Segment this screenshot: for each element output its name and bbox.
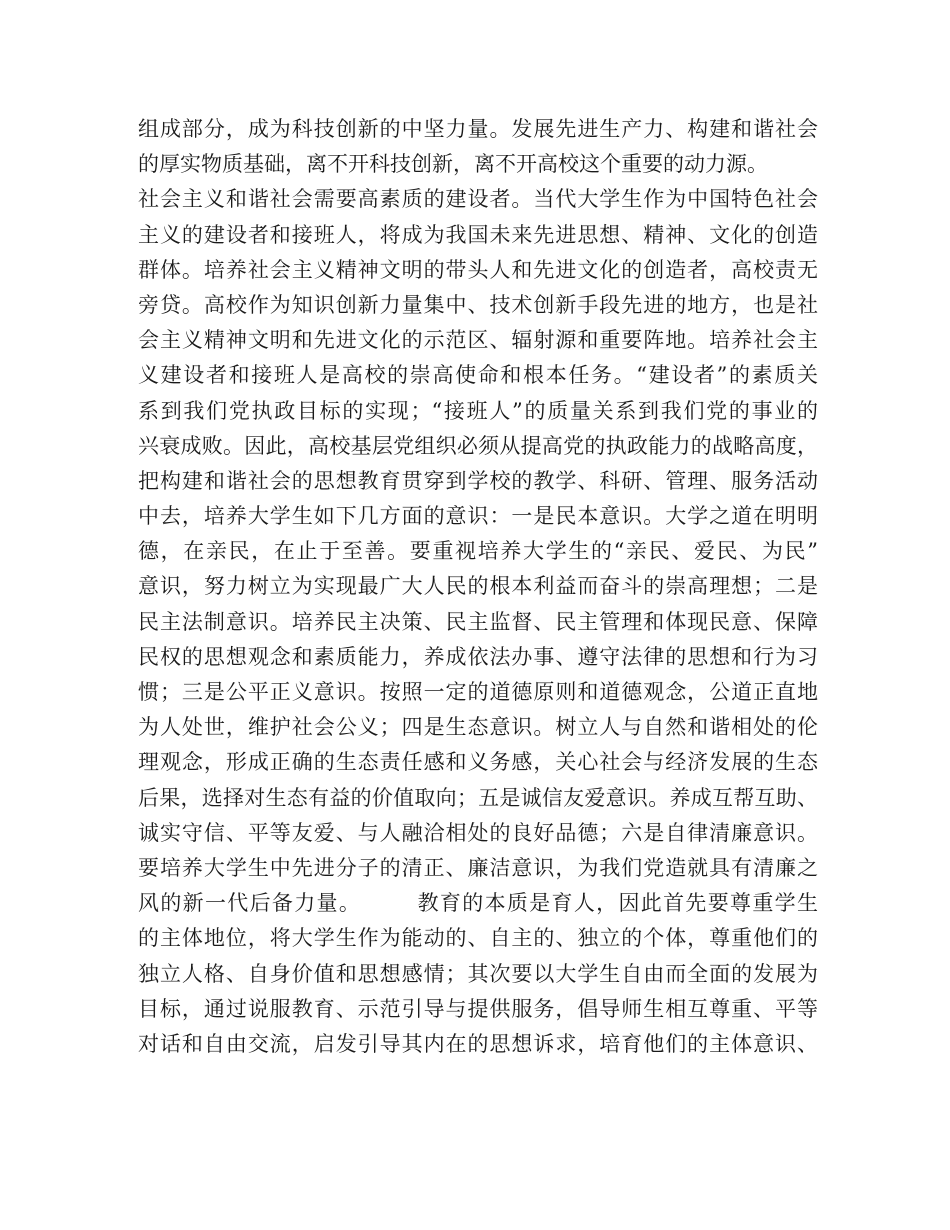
text-line: 组成部分，成为科技创新的中坚力量。发展先进生产力、构建和谐社会 bbox=[138, 117, 818, 141]
text-line: 德，在亲民，在止于至善。要重视培养大学生的“亲民、爱民、为民” bbox=[138, 539, 818, 564]
text-line: 的主体地位，将大学生作为能动的、自主的、独立的个体，尊重他们的 bbox=[138, 926, 818, 951]
body-text bbox=[138, 112, 818, 1062]
text-line: 会主义精神文明和先进文化的示范区、辐射源和重要阵地。培养社会主 bbox=[138, 328, 818, 353]
text-line: 理观念，形成正确的生态责任感和义务感，关心社会与经济发展的生态 bbox=[138, 750, 818, 775]
text-line: 意识，努力树立为实现最广大人民的根本利益而奋斗的崇高理想；二是 bbox=[138, 574, 818, 599]
text-line: 诚实守信、平等友爱、与人融洽相处的良好品德；六是自律清廉意识。 bbox=[138, 820, 818, 845]
text-line: 义建设者和接班人是高校的崇高使命和根本任务。“建设者”的素质关 bbox=[138, 363, 818, 388]
text-line: 民主法制意识。培养民主决策、民主监督、民主管理和体现民意、保障 bbox=[138, 609, 818, 634]
text-line: 后果，选择对生态有益的价值取向；五是诚信友爱意识。养成互帮互助、 bbox=[138, 785, 818, 810]
text-line: 民权的思想观念和素质能力，养成依法办事、遵守法律的思想和行为习 bbox=[138, 644, 818, 669]
text-line: 独立人格、自身价值和思想感情；其次要以大学生自由而全面的发展为 bbox=[138, 961, 818, 986]
text-line: 系到我们党执政目标的实现；“接班人”的质量关系到我们党的事业的 bbox=[138, 398, 818, 423]
text-line: 把构建和谐社会的思想教育贯穿到学校的教学、科研、管理、服务活动 bbox=[138, 468, 818, 493]
text-line: 中去，培养大学生如下几方面的意识：一是民本意识。大学之道在明明 bbox=[138, 504, 818, 529]
text-line: 风的新一代后备力量。 教育的本质是育人，因此首先要尊重学生 bbox=[138, 891, 818, 916]
text-line: 兴衰成败。因此，高校基层党组织必须从提高党的执政能力的战略高度， bbox=[138, 433, 818, 458]
text-line: 的厚实物质基础，离不开科技创新，离不开高校这个重要的动力源。 bbox=[138, 152, 768, 177]
text-line: 惯；三是公平正义意识。按照一定的道德原则和道德观念，公道正直地 bbox=[138, 680, 818, 704]
text-line: 社会主义和谐社会需要高素质的建设者。当代大学生作为中国特色社会 bbox=[138, 187, 818, 212]
text-line: 为人处世，维护社会公义；四是生态意识。树立人与自然和谐相处的伦 bbox=[138, 715, 818, 740]
text-line: 群体。培养社会主义精神文明的带头人和先进文化的创造者，高校责无 bbox=[138, 257, 818, 282]
text-line: 对话和自由交流，启发引导其内在的思想诉求，培育他们的主体意识、 bbox=[138, 1031, 818, 1056]
text-line: 旁贷。高校作为知识创新力量集中、技术创新手段先进的地方，也是社 bbox=[138, 292, 818, 317]
text-line: 要培养大学生中先进分子的清正、廉洁意识，为我们党造就具有清廉之 bbox=[138, 855, 818, 880]
text-line: 主义的建设者和接班人，将成为我国未来先进思想、精神、文化的创造 bbox=[138, 222, 818, 247]
text-line: 目标，通过说服教育、示范引导与提供服务，倡导师生相互尊重、平等 bbox=[138, 996, 818, 1021]
